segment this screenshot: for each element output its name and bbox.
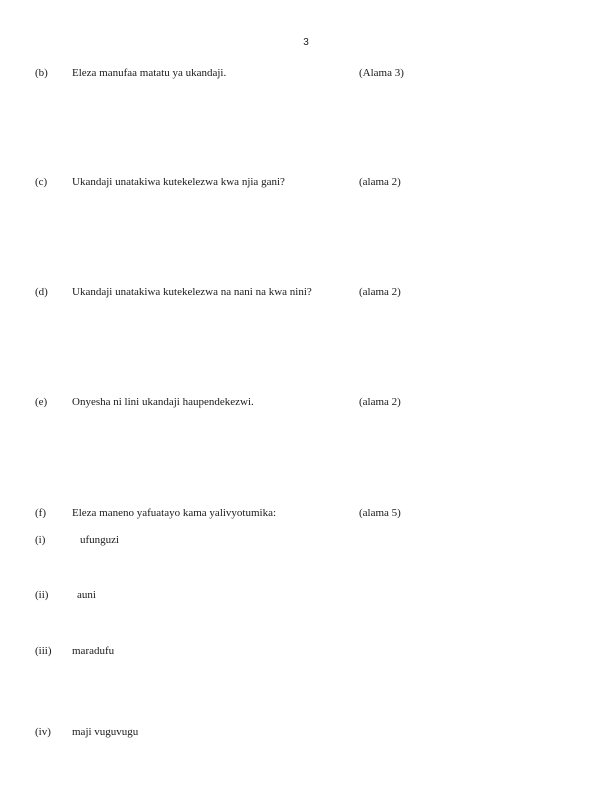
- question-e: [0, 394, 612, 410]
- subitem-label: (ii): [35, 589, 49, 601]
- subitem-ii: [0, 587, 612, 603]
- question-text: Eleza maneno yafuatayo kama yalivyotumika:: [72, 507, 277, 519]
- question-text: Onyesha ni lini ukandaji haupendekezwi.: [72, 396, 254, 408]
- question-label: (e): [35, 396, 48, 408]
- question-text: Ukandaji unatakiwa kutekelezwa na nani na kwa nini?: [72, 286, 312, 298]
- subitem-iv: [0, 724, 612, 740]
- question-label: (b): [35, 67, 48, 79]
- subitem-label: (iii): [35, 645, 52, 657]
- subitem-label: (i): [35, 534, 46, 546]
- question-label: (c): [35, 176, 48, 188]
- subitem-text: maradufu: [72, 645, 115, 657]
- question-marks: (alama 2): [359, 396, 401, 408]
- question-label: (f): [35, 507, 46, 519]
- subitem-text: auni: [77, 589, 96, 601]
- question-f: [0, 505, 612, 521]
- question-text: Ukandaji unatakiwa kutekelezwa kwa njia gani?: [72, 176, 285, 188]
- question-marks: (Alama 3): [359, 67, 404, 79]
- question-c: [0, 174, 612, 190]
- question-text: Eleza manufaa matatu ya ukandaji.: [72, 67, 227, 79]
- question-d: [0, 284, 612, 300]
- question-label: (d): [35, 286, 48, 298]
- subitem-text: maji vuguvugu: [72, 726, 139, 738]
- page-number: 3: [303, 37, 309, 48]
- question-marks: (alama 5): [359, 507, 401, 519]
- question-marks: (alama 2): [359, 176, 401, 188]
- question-b: [0, 65, 612, 81]
- subitem-text: ufunguzi: [80, 534, 120, 546]
- question-marks: (alama 2): [359, 286, 401, 298]
- subitem-label: (iv): [35, 726, 51, 738]
- subitem-i: [0, 532, 612, 548]
- subitem-iii: [0, 643, 612, 659]
